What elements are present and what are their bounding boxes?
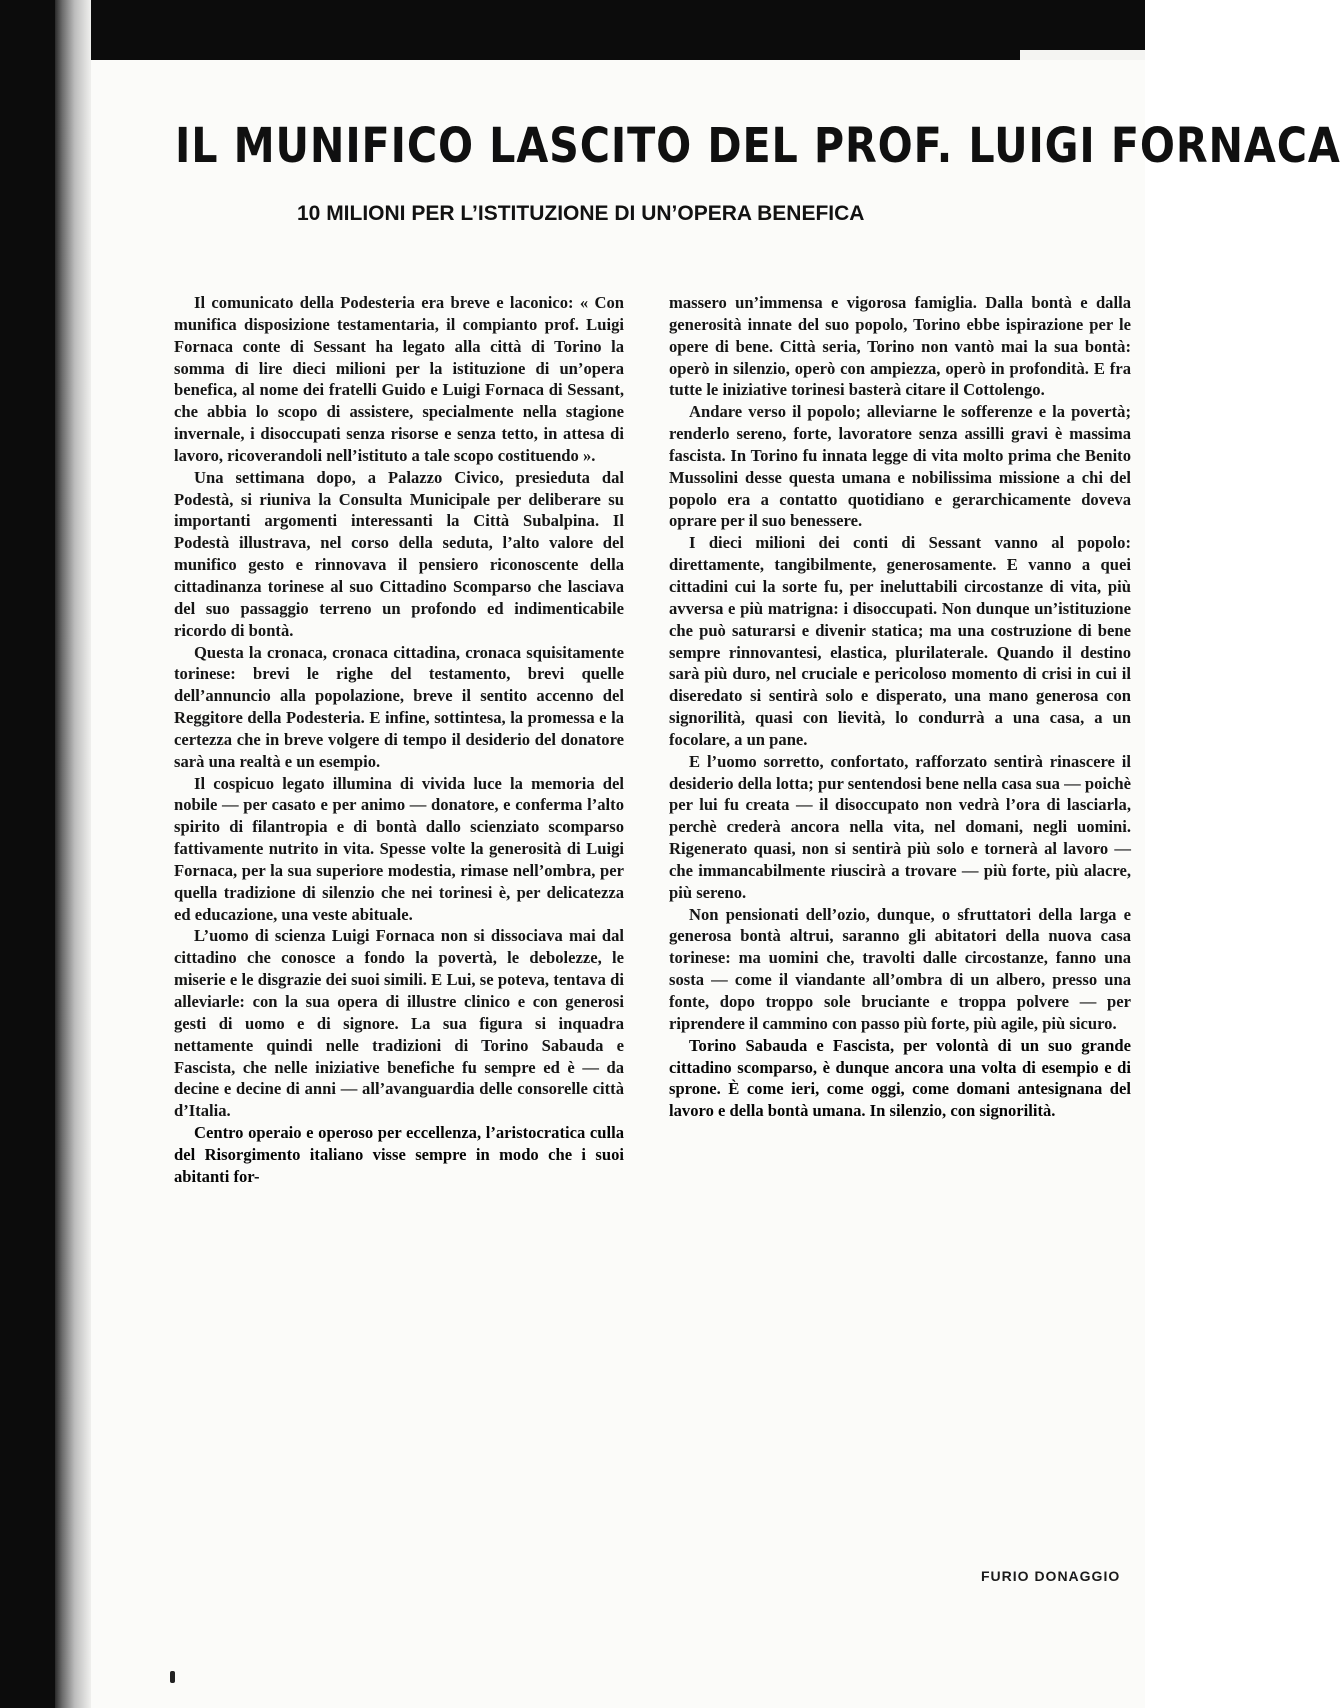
article-subheadline: 10 MILIONI PER L’ISTITUZIONE DI UN’OPERA BENEFICA bbox=[297, 202, 865, 225]
paragraph: Centro operaio e operoso per eccellenza, l’aristocratica culla del Risorgimento italiano visse sempre in modo che i suoi abitanti for- bbox=[174, 1123, 624, 1186]
article-headline: IL MUNIFICO LASCITO DEL PROF. LUIGI FORNACA bbox=[175, 118, 1341, 174]
article-column-right bbox=[669, 292, 1131, 1122]
paragraph: L’uomo di scienza Luigi Fornaca non si dissociava mai dal cittadino che conosce a fondo la povertà, le debolezze, le miserie e le disgrazie dei suoi simili. E Lui, se poteva, tentava di alleviarle: con la sua opera di illustre clinico e con generosi gesti di uomo e di signore. La sua figura si inquadra nettamente quindi nelle tradizioni di Torino Sabauda e Fascista, che nelle iniziative benefiche fu sempre ed è — da decine e decine di anni — all’avanguardia delle consorelle città d’Italia. bbox=[174, 926, 624, 1121]
paragraph: Torino Sabauda e Fascista, per volontà di un suo grande cittadino scomparso, è dunque ancora una volta di esempio e di sprone. È come ieri, come oggi, come domani antesignana del lavoro e della bontà umana. In silenzio, con signorilità. bbox=[669, 1035, 1131, 1121]
scan-left-border bbox=[0, 0, 55, 1708]
paragraph: Non pensionati dell’ozio, dunque, o sfruttatori della larga e generosa bontà altrui, saranno gli abitatori della nuova casa torinese: ma uomini che, travolti dalle circostanze, fanno una sosta — come il viandante all’ombra di un albero, presso una fonte, dopo troppo sole bruciante e troppa polvere — per riprendere il cammino con passo più forte, più agile, più sicuro. bbox=[669, 904, 1131, 1033]
paragraph: E l’uomo sorretto, confortato, rafforzato sentirà rinascere il desiderio della lotta; pur sentendosi bene nella casa sua — poichè per lui fu creata — il disoccupato non vedrà l’ora di lasciarla, perchè crederà ancora nella vita, nel domani, negli uomini. Rigenerato quasi, non si sentirà più solo e tornerà al lavoro — che immancabilmente riuscirà a trovare — più forte, più alacre, più sereno. bbox=[669, 751, 1131, 902]
paragraph-continued: massero un’immensa e vigorosa famiglia. Dalla bontà e dalla generosità innate del suo popolo, Torino ebbe ispirazione per le opere di bene. Città seria, Torino non vantò mai la sua bontà: operò in silenzio, operò con ampiezza, operò in profondità. E fra tutte le iniziative torinesi basterà citare il Cottolengo. bbox=[669, 293, 1131, 400]
scan-top-border bbox=[0, 0, 1145, 60]
author-signature: FURIO DONAGGIO bbox=[981, 1568, 1121, 1584]
paragraph: Una settimana dopo, a Palazzo Civico, presieduta dal Podestà, si riuniva la Consulta Municipale per deliberare su importanti argomenti interessanti la Città Subalpina. Il Podestà illustrava, nel corso della seduta, l’alto valore del munifico gesto e rinnovava il pensiero riconoscente della cittadinanza torinese al suo Cittadino Scomparso che lasciava del suo passaggio terreno un profondo ed indimenticabile ricordo di bontà. bbox=[174, 467, 624, 640]
paragraph: Il cospicuo legato illumina di vivida luce la memoria del nobile — per casato e per animo — donatore, e conferma l’alto spirito di filantropia e di bontà dallo scienziato scomparso fattivamente nutrito in vita. Spesse volte la generosità di Luigi Fornaca, per la sua superiore modestia, rimase nell’ombra, per quella tradizione di silenzio che nei torinesi è, per delicatezza ed educazione, una veste abituale. bbox=[174, 773, 624, 924]
article-column-left bbox=[174, 292, 624, 1188]
scan-page-shadow bbox=[55, 0, 91, 1708]
paragraph: Andare verso il popolo; alleviarne le sofferenze e la povertà; renderlo sereno, forte, lavoratore senza assilli gravi è massima fascista. In Torino fu innata legge di vita molto prima che Benito Mussolini desse questa umana e nobilissima missione a chi del popolo era a contatto quotidiano e gerarchicamente doveva oprare per il suo benessere. bbox=[669, 402, 1131, 531]
paragraph: Questa la cronaca, cronaca cittadina, cronaca squisitamente torinese: brevi le righe del testamento, brevi quelle dell’annuncio alla popolazione, breve il sentito accenno del Reggitore della Podesteria. E infine, sottintesa, la promessa e la certezza che in breve volgere di tempo il desiderio del donatore sarà una realtà e un esempio. bbox=[174, 642, 624, 771]
paragraph: I dieci milioni dei conti di Sessant vanno al popolo: direttamente, tangibilmente, generosamente. E vanno a quei cittadini cui la sorte fu, per ineluttabili circostanze di vita, più avversa e più matrigna: i disoccupati. Non dunque un’istituzione che può saturarsi e divenir statica; ma una costruzione di bene sempre rinnovantesi, elastica, plurilaterale. Quando il destino sarà più duro, nel cruciale e pericoloso momento di crisi in cui il diseredato si sentirà solo e disperato, una mano generosa con signorilità, quasi con lievità, lo condurrà a una casa, a un focolare, a un pane. bbox=[669, 533, 1131, 749]
page-mark bbox=[170, 1671, 175, 1683]
paragraph: Il comunicato della Podesteria era breve e laconico: « Con munifica disposizione testamentaria, il compianto prof. Luigi Fornaca conte di Sessant ha legato alla città di Torino la somma di lire dieci milioni per la istituzione di un’opera benefica, al nome dei fratelli Guido e Luigi Fornaca di Sessant, che abbia lo scopo di assistere, specialmente nella stagione invernale, i disoccupati senza risorse e senza tetto, in attesa di lavoro, ricoverandoli nell’istituto a tale scopo costituendo ». bbox=[174, 293, 624, 465]
